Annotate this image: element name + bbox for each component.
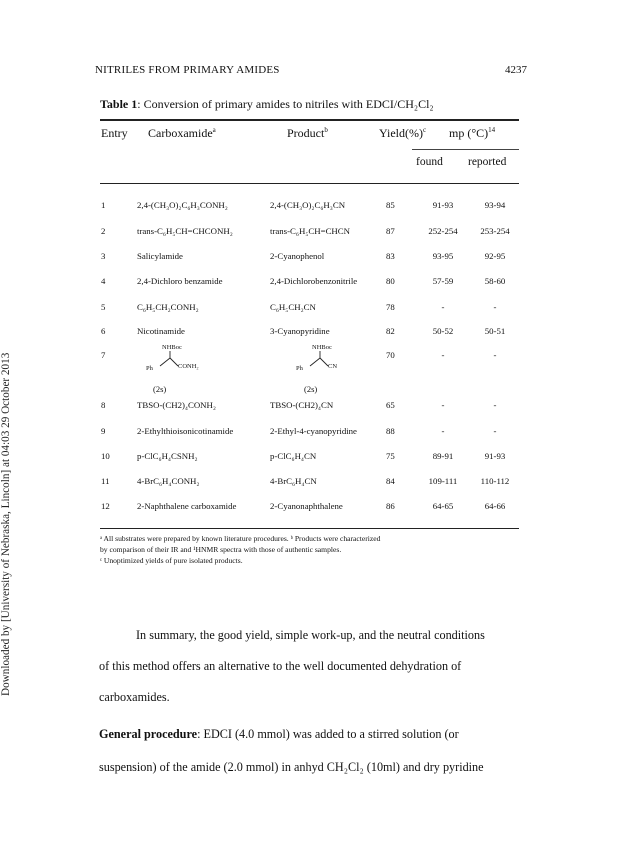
table-row <box>0 451 624 471</box>
cell-entry: 1 <box>101 200 106 210</box>
table-row <box>0 276 624 296</box>
page-number: 4237 <box>505 64 527 76</box>
cell-mp-found: 50-52 <box>432 326 454 336</box>
cell-entry: 7 <box>101 350 106 360</box>
cell-yield: 83 <box>386 251 395 261</box>
cell-mp-reported: 253-254 <box>480 226 510 236</box>
cell-yield: 75 <box>386 451 395 461</box>
cell-mp-found: - <box>441 426 445 436</box>
table-bottom-rule <box>100 528 519 529</box>
cell-entry: 2 <box>101 226 106 236</box>
cell-mp-found: 64-65 <box>432 501 454 511</box>
cell-carboxamide: TBSO-(CH2)₄CONH₂ <box>137 400 216 410</box>
cell-carboxamide: Salicylamide <box>137 251 183 261</box>
header-mp: mp $(^\circ C)^{14}$ <box>449 126 496 140</box>
amide-ph-label: Ph <box>146 365 153 372</box>
table-row <box>0 226 624 246</box>
entry7-product-label: (2s) <box>304 384 318 394</box>
cell-yield: 70 <box>386 350 395 360</box>
body-paragraph-line: of this method offers an alternative to the well documented dehydration of <box>99 659 462 673</box>
cell-mp-found: - <box>441 302 445 312</box>
general-procedure-text: : EDCI (4.0 mmol) was added to a stirred solution (or <box>197 727 459 741</box>
product-group-label: CN <box>328 363 338 370</box>
entry7-product-structure <box>296 344 356 382</box>
footnote-line: ᶜ Unoptimized yields of pure isolated products. <box>100 556 243 565</box>
cell-mp-reported: - <box>493 350 497 360</box>
cell-product: 2-Cyanophenol <box>270 251 325 261</box>
table-title <box>100 97 434 112</box>
table-row <box>0 501 624 521</box>
cell-product: 3-Cyanopyridine <box>270 326 330 336</box>
table-row <box>0 426 624 446</box>
product-nhboc-label: NHBoc <box>312 344 332 351</box>
cell-entry: 8 <box>101 400 106 410</box>
table-header-rule <box>100 183 519 184</box>
table-row <box>0 200 624 220</box>
body-paragraph-line: carboxamides. <box>99 690 170 704</box>
cell-carboxamide: 2,4-(CH₃O)₂C₆H₃CONH₂ <box>137 200 228 210</box>
cell-entry: 5 <box>101 302 106 312</box>
cell-mp-reported: 110-112 <box>480 476 510 486</box>
cell-entry: 9 <box>101 426 106 436</box>
cell-yield: 84 <box>386 476 395 486</box>
cell-carboxamide: 4-BrC₆H₄CONH₂ <box>137 476 200 486</box>
cell-mp-reported: 91-93 <box>484 451 506 461</box>
cell-yield: 86 <box>386 501 395 511</box>
amide-group-label: CONH₂ <box>178 363 199 370</box>
cell-product: 2-Cyanonaphthalene <box>270 501 343 511</box>
cell-product: 4-BrC₆H₄CN <box>270 476 317 486</box>
footnote-line: by comparison of their IR and ¹HNMR spectra with those of authentic samples. <box>100 545 342 554</box>
cell-product: trans-C₆H₅CH=CHCN <box>270 226 351 236</box>
cell-carboxamide: p-ClC₆H₄CSNH₂ <box>137 451 198 461</box>
header-product: Product$^b$ <box>287 126 328 140</box>
cell-entry: 11 <box>101 476 110 486</box>
amide-nhboc-label: NHBoc <box>162 344 182 351</box>
table-footnotes <box>100 533 530 566</box>
cell-entry: 12 <box>101 501 110 511</box>
cell-mp-found: - <box>441 400 445 410</box>
cell-entry: 6 <box>101 326 106 336</box>
cell-mp-reported: 50-51 <box>484 326 506 336</box>
cell-mp-reported: 92-95 <box>484 251 506 261</box>
cell-product: C₆H₅CH₂CN <box>270 302 316 312</box>
cell-yield: 65 <box>386 400 395 410</box>
cell-mp-found: 252-254 <box>428 226 458 236</box>
general-procedure-heading: General procedure <box>99 727 198 741</box>
cell-mp-reported: 64-66 <box>484 501 506 511</box>
download-stamp: Downloaded by [University of Nebraska, Lincoln] at 04:03 29 October 2013 <box>0 352 12 696</box>
cell-mp-found: 57-59 <box>432 276 454 286</box>
cell-product: 2,4-(CH₃O)₂C₆H₃CN <box>270 200 346 210</box>
cell-mp-found: 109-111 <box>428 476 458 486</box>
table-label: Table 1 <box>100 97 138 111</box>
general-procedure-line <box>99 727 459 742</box>
table-row <box>0 302 624 322</box>
header-entry: Entry <box>101 126 128 140</box>
cell-yield: 80 <box>386 276 395 286</box>
entry7-amide-label: (2s) <box>153 384 167 394</box>
table-top-rule <box>100 119 519 121</box>
cell-mp-found: 91-93 <box>432 200 454 210</box>
cell-mp-found: 93-95 <box>432 251 454 261</box>
cell-entry: 4 <box>101 276 106 286</box>
cell-mp-found: 89-91 <box>432 451 454 461</box>
running-head: NITRILES FROM PRIMARY AMIDES <box>95 64 280 76</box>
cell-mp-found: - <box>441 350 445 360</box>
header-carboxamide: Carboxamide$^a$ <box>148 126 216 140</box>
entry7-amide-structure <box>146 344 206 382</box>
table-caption: : Conversion of primary amides to nitriles with EDCI/CH₂Cl₂ <box>137 97 434 111</box>
cell-mp-reported: 58-60 <box>484 276 506 286</box>
cell-carboxamide: C₆H₅CH₂CONH₂ <box>137 302 199 312</box>
cell-mp-reported: 93-94 <box>484 200 506 210</box>
cell-carboxamide: 2,4-Dichloro benzamide <box>137 276 223 286</box>
cell-entry: 10 <box>101 451 110 461</box>
header-reported: reported <box>468 156 507 168</box>
cell-carboxamide: trans-C₆H₅CH=CHCONH₂ <box>137 226 233 236</box>
footnote-line: ᵃ All substrates were prepared by known literature procedures. ᵇ Products were characterized <box>100 534 381 543</box>
cell-mp-reported: - <box>493 426 497 436</box>
product-ph-label: Ph <box>296 365 303 372</box>
cell-mp-reported: - <box>493 400 497 410</box>
cell-product: 2,4-Dichlorobenzonitrile <box>270 276 358 286</box>
cell-carboxamide: 2-Ethylthioisonicotinamide <box>137 426 234 436</box>
table-row <box>0 326 624 346</box>
cell-product: TBSO-(CH2)₄CN <box>270 400 334 410</box>
body-paragraph-line: In summary, the good yield, simple work-up, and the neutral conditions <box>136 628 485 642</box>
header-yield: Yield(%)$^c$ <box>379 126 427 140</box>
cell-entry: 3 <box>101 251 106 261</box>
mp-subheader-rule <box>412 149 519 150</box>
cell-product: p-ClC₆H₄CN <box>270 451 317 461</box>
body-paragraph-line: suspension) of the amide (2.0 mmol) in anhyd CH₂Cl₂ (10ml) and dry pyridine <box>99 760 484 774</box>
cell-yield: 88 <box>386 426 395 436</box>
cell-yield: 78 <box>386 302 395 312</box>
table-row <box>0 400 624 420</box>
cell-yield: 85 <box>386 200 395 210</box>
cell-carboxamide: Nicotinamide <box>137 326 185 336</box>
table-row <box>0 251 624 271</box>
table-row <box>0 476 624 496</box>
header-found: found <box>416 156 443 168</box>
cell-yield: 82 <box>386 326 395 336</box>
cell-mp-reported: - <box>493 302 497 312</box>
cell-product: 2-Ethyl-4-cyanopyridine <box>270 426 357 436</box>
cell-yield: 87 <box>386 226 395 236</box>
cell-carboxamide: 2-Naphthalene carboxamide <box>137 501 237 511</box>
